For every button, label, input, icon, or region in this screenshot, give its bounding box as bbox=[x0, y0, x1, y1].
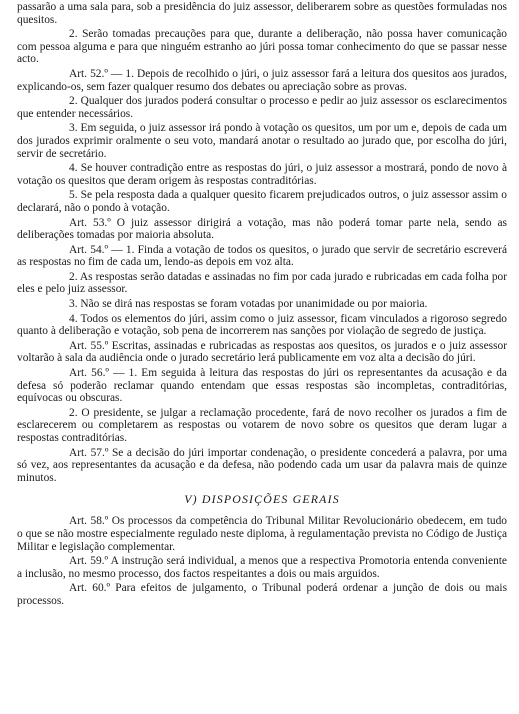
paragraph: 3. Não se dirá nas respostas se foram votadas por unanimidade ou por maioria. bbox=[69, 298, 428, 311]
paragraph: 2. As respostas serão datadas e assinadas no fim por cada jurado e rubricadas em cada folha por eles e pelo juiz assessor. bbox=[17, 270, 507, 296]
paragraph: Art. 55.º Escritas, assinadas e rubricadas as respostas aos quesitos, os jurados e o juiz assessor voltarão à sala da audiência onde o jurado secretário lerá publicamente em voz alta a decisão do júri. bbox=[17, 339, 507, 365]
paragraph: 5. Se pela resposta dada a qualquer quesito ficarem prejudicados outros, o juiz assessor assim o declarará, não o pondo à votação. bbox=[17, 189, 507, 214]
paragraph: 2. Serão tomadas precauções para que, durante a deliberação, não possa haver comunicação com pessoa alguma e para que ninguém estranho ao júri possa tomar conhecimento do que se passar nesse acto. bbox=[17, 28, 507, 66]
paragraph: 4. Todos os elementos do júri, assim como o juiz assessor, ficam vinculados a rigoroso segredo quanto à deliberação e votação, sob pena de incorrerem nas sanções por violação de segredo de justiça. bbox=[17, 312, 507, 338]
paragraph: 2. O presidente, se julgar a reclamação procedente, fará de novo recolher os jurados a fim de esclarecerem ou completarem as respostas ou votarem de novo sobre os quesitos que deram lugar a respostas contraditórias. bbox=[17, 406, 507, 444]
paragraph: Art. 58.º Os processos da competência do Tribunal Militar Revolucionário obedecem, em tudo o que se não mostre especialmente regulado neste diploma, à regulamentação prevista no Código de Justiça Militar e legislação complementar. bbox=[17, 515, 507, 553]
paragraph: Art. 54.º — 1. Finda a votação de todos os quesitos, o jurado que servir de secretário escreverá as respostas no fim de cada um, lendo-as depois em voz alta. bbox=[17, 243, 507, 269]
articles-block-top bbox=[17, 1, 507, 484]
paragraph: Art. 56.º — 1. Em seguida à leitura das respostas do júri os representantes da acusação e da defesa só poderão reclamar quando entendam que essas respostas são incompletas, contraditórias, equívocas ou obscuras. bbox=[17, 367, 507, 405]
paragraph: 2. Qualquer dos jurados poderá consultar o processo e pedir ao juiz assessor os esclarecimentos que entender necessários. bbox=[17, 95, 507, 120]
paragraph: passarão a uma sala para, sob a presidência do juiz assessor, deliberarem sobre as questões formuladas nos quesitos. bbox=[17, 1, 507, 26]
paragraph: Art. 60.º Para efeitos de julgamento, o Tribunal poderá ordenar a junção de dois ou mais processos. bbox=[17, 582, 507, 607]
section-heading: V) DISPOSIÇÕES GERAIS bbox=[184, 492, 340, 507]
paragraph: Art. 57.º Se a decisão do júri importar condenação, o presidente concederá a palavra, por uma só vez, aos representantes da acusação e da defesa, não podendo cada um usar da palavra mais de quinze minutos. bbox=[17, 446, 507, 484]
paragraph: Art. 59.º A instrução será individual, a menos que a respectiva Promotoria entenda conveniente a inclusão, no mesmo processo, dos factos respeitantes a dois ou mais arguidos. bbox=[17, 555, 507, 580]
articles-block-bottom bbox=[17, 515, 507, 607]
paragraph: Art. 53.º O juiz assessor dirigirá a votação, mas não poderá tomar parte nela, sendo as deliberações tomadas por maioria absoluta. bbox=[17, 216, 507, 242]
paragraph: 4. Se houver contradição entre as respostas do júri, o juiz assessor a mostrará, pondo de novo à votação os quesitos que deram origem às respostas contraditórias. bbox=[17, 162, 507, 187]
paragraph: 3. Em seguida, o juiz assessor irá pondo à votação os quesitos, um por um e, depois de cada um dos jurados exprimir oralmente o seu voto, mandará anotar o resultado ao jurado que, por escolha do júri, servir de secretário. bbox=[17, 122, 507, 160]
paragraph: Art. 52.º — 1. Depois de recolhido o júri, o juiz assessor fará a leitura dos quesitos aos jurados, explicando-os, sem fazer qualquer resumo dos debates ou apreciação sobre as provas. bbox=[17, 67, 507, 93]
